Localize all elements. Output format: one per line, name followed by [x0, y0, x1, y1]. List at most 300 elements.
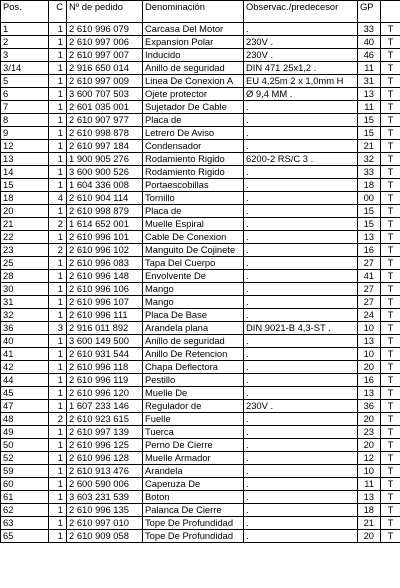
cell-gp: 27 — [358, 296, 381, 309]
cell-observ: . — [244, 361, 358, 374]
cell-denominacion: Anillo de seguridad — [143, 335, 244, 348]
cell-t: T — [381, 23, 400, 36]
table-row — [1, 452, 400, 465]
cell-t: T — [381, 62, 400, 75]
table-row — [1, 517, 400, 530]
cell-denominacion: Arandela plana — [143, 322, 244, 335]
cell-pos: 14 — [1, 166, 49, 179]
cell-t: T — [381, 231, 400, 244]
cell-observ: . — [244, 478, 358, 491]
cell-pedido: 2 610 997 139 — [67, 426, 143, 439]
cell-pos: 61 — [1, 491, 49, 504]
cell-pedido: 3 600 707 503 — [67, 88, 143, 101]
cell-observ: . — [244, 465, 358, 478]
cell-gp: 15 — [358, 205, 381, 218]
cell-pos: 30 — [1, 283, 49, 296]
cell-c: 1 — [49, 452, 67, 465]
table-row — [1, 413, 400, 426]
cell-pos: 31 — [1, 296, 49, 309]
cell-c: 1 — [49, 140, 67, 153]
cell-pedido: 2 610 997 007 — [67, 49, 143, 62]
cell-pos: 42 — [1, 361, 49, 374]
cell-denominacion: Carcasa Del Motor — [143, 23, 244, 36]
table-row — [1, 322, 400, 335]
table-row — [1, 439, 400, 452]
cell-pedido: 2 610 996 148 — [67, 270, 143, 283]
cell-pos: 6 — [1, 88, 49, 101]
cell-denominacion: Placa de — [143, 114, 244, 127]
cell-t: T — [381, 452, 400, 465]
cell-pedido: 2 610 913 476 — [67, 465, 143, 478]
cell-pos: 48 — [1, 413, 49, 426]
table-row — [1, 491, 400, 504]
cell-pedido: 3 600 900 526 — [67, 166, 143, 179]
header-c: C — [49, 1, 67, 23]
table-row — [1, 478, 400, 491]
cell-denominacion: Anillo de seguridad — [143, 62, 244, 75]
cell-t: T — [381, 478, 400, 491]
cell-t: T — [381, 491, 400, 504]
cell-denominacion: Pestillo — [143, 374, 244, 387]
cell-gp: 15 — [358, 114, 381, 127]
cell-c: 2 — [49, 244, 67, 257]
cell-gp: 12 — [358, 452, 381, 465]
header-row — [1, 1, 400, 23]
cell-denominacion: Regulador de — [143, 400, 244, 413]
cell-pos: 28 — [1, 270, 49, 283]
cell-pos: 2 — [1, 36, 49, 49]
cell-observ: . — [244, 413, 358, 426]
cell-pedido: 2 610 996 119 — [67, 374, 143, 387]
cell-pos: 25 — [1, 257, 49, 270]
cell-c: 3 — [49, 322, 67, 335]
cell-c: 1 — [49, 114, 67, 127]
cell-denominacion: Inducido — [143, 49, 244, 62]
cell-c: 1 — [49, 257, 67, 270]
cell-gp: 46 — [358, 49, 381, 62]
cell-denominacion: Boton — [143, 491, 244, 504]
cell-observ: 6200-2 RS/C 3 . — [244, 153, 358, 166]
cell-denominacion: Chapa Deflectora — [143, 361, 244, 374]
cell-pedido: 2 610 998 878 — [67, 127, 143, 140]
cell-gp: 20 — [358, 413, 381, 426]
cell-observ: . — [244, 283, 358, 296]
cell-gp: 11 — [358, 478, 381, 491]
table-row — [1, 335, 400, 348]
table-row — [1, 283, 400, 296]
header-gp: GP — [358, 1, 381, 23]
cell-denominacion: Muelle Espiral — [143, 218, 244, 231]
table-row — [1, 361, 400, 374]
cell-pos: 49 — [1, 426, 49, 439]
cell-gp: 10 — [358, 348, 381, 361]
cell-t: T — [381, 114, 400, 127]
cell-gp: 33 — [358, 23, 381, 36]
cell-c: 1 — [49, 335, 67, 348]
cell-observ: . — [244, 257, 358, 270]
table-row — [1, 179, 400, 192]
cell-c: 1 — [49, 374, 67, 387]
cell-gp: 33 — [358, 166, 381, 179]
cell-observ: 230V . — [244, 400, 358, 413]
cell-t: T — [381, 322, 400, 335]
cell-c: 1 — [49, 270, 67, 283]
cell-t: T — [381, 244, 400, 257]
cell-t: T — [381, 101, 400, 114]
cell-t: T — [381, 426, 400, 439]
cell-pedido: 2 610 909 058 — [67, 530, 143, 543]
table-row — [1, 296, 400, 309]
header-t — [381, 1, 400, 23]
cell-denominacion: Placa De Base — [143, 309, 244, 322]
cell-c: 1 — [49, 387, 67, 400]
table-row — [1, 36, 400, 49]
table-row — [1, 400, 400, 413]
cell-pedido: 2 916 011 892 — [67, 322, 143, 335]
cell-pos: 18 — [1, 192, 49, 205]
table-row — [1, 270, 400, 283]
cell-observ: . — [244, 452, 358, 465]
cell-t: T — [381, 361, 400, 374]
cell-pos: 12 — [1, 140, 49, 153]
cell-denominacion: Linea De Conexion A — [143, 75, 244, 88]
cell-pedido: 3 603 231 539 — [67, 491, 143, 504]
table-row — [1, 166, 400, 179]
cell-pedido: 2 610 996 101 — [67, 231, 143, 244]
table-row — [1, 387, 400, 400]
cell-pos: 41 — [1, 348, 49, 361]
cell-t: T — [381, 504, 400, 517]
table-row — [1, 153, 400, 166]
cell-gp: 23 — [358, 426, 381, 439]
cell-gp: 00 — [358, 192, 381, 205]
cell-pedido: 2 610 931 544 — [67, 348, 143, 361]
cell-observ: . — [244, 244, 358, 257]
cell-denominacion: Tope De Profundidad — [143, 530, 244, 543]
cell-denominacion: Tuerca — [143, 426, 244, 439]
cell-pos: 15 — [1, 179, 49, 192]
header-pedido: Nº de pedido — [67, 1, 143, 23]
cell-c: 1 — [49, 49, 67, 62]
cell-c: 1 — [49, 101, 67, 114]
cell-gp: 10 — [358, 322, 381, 335]
cell-gp: 36 — [358, 400, 381, 413]
cell-pos: 63 — [1, 517, 49, 530]
cell-c: 1 — [49, 88, 67, 101]
cell-pos: 1 — [1, 23, 49, 36]
cell-pos: 50 — [1, 439, 49, 452]
cell-t: T — [381, 49, 400, 62]
cell-observ: . — [244, 530, 358, 543]
cell-t: T — [381, 335, 400, 348]
cell-pedido: 2 610 923 615 — [67, 413, 143, 426]
cell-t: T — [381, 296, 400, 309]
table-row — [1, 504, 400, 517]
table-row — [1, 257, 400, 270]
cell-gp: 13 — [358, 88, 381, 101]
cell-denominacion: Anillo De Retencion — [143, 348, 244, 361]
cell-denominacion: Muelle De — [143, 387, 244, 400]
cell-t: T — [381, 179, 400, 192]
cell-observ: . — [244, 374, 358, 387]
cell-pos: 3/14 — [1, 62, 49, 75]
cell-observ: . — [244, 491, 358, 504]
cell-pedido: 2 610 997 009 — [67, 75, 143, 88]
cell-gp: 27 — [358, 283, 381, 296]
cell-observ: . — [244, 231, 358, 244]
cell-gp: 18 — [358, 504, 381, 517]
cell-denominacion: Condensador — [143, 140, 244, 153]
cell-t: T — [381, 530, 400, 543]
cell-pedido: 2 610 996 125 — [67, 439, 143, 452]
cell-pos: 5 — [1, 75, 49, 88]
cell-observ: 230V . — [244, 36, 358, 49]
cell-t: T — [381, 517, 400, 530]
cell-gp: 13 — [358, 387, 381, 400]
cell-observ: EU 4,25m 2 x 1,0mm H — [244, 75, 358, 88]
cell-pos: 52 — [1, 452, 49, 465]
cell-denominacion: Palanca De Cierre — [143, 504, 244, 517]
cell-pos: 36 — [1, 322, 49, 335]
cell-c: 1 — [49, 530, 67, 543]
cell-observ: . — [244, 335, 358, 348]
cell-gp: 20 — [358, 361, 381, 374]
cell-denominacion: Placa de — [143, 205, 244, 218]
cell-gp: 16 — [358, 244, 381, 257]
cell-pedido: 2 610 996 102 — [67, 244, 143, 257]
cell-pedido: 2 916 650 014 — [67, 62, 143, 75]
cell-t: T — [381, 309, 400, 322]
cell-t: T — [381, 75, 400, 88]
cell-observ: . — [244, 23, 358, 36]
cell-pedido: 2 610 996 107 — [67, 296, 143, 309]
cell-observ: . — [244, 101, 358, 114]
cell-pedido: 2 610 997 006 — [67, 36, 143, 49]
cell-t: T — [381, 400, 400, 413]
cell-t: T — [381, 166, 400, 179]
cell-t: T — [381, 127, 400, 140]
cell-denominacion: Envolvente De — [143, 270, 244, 283]
cell-c: 2 — [49, 218, 67, 231]
cell-denominacion: Letrero De Aviso — [143, 127, 244, 140]
cell-gp: 32 — [358, 153, 381, 166]
cell-pos: 40 — [1, 335, 49, 348]
cell-gp: 20 — [358, 439, 381, 452]
header-pos: Pos. — [1, 1, 49, 23]
cell-t: T — [381, 439, 400, 452]
cell-t: T — [381, 192, 400, 205]
cell-observ: . — [244, 205, 358, 218]
cell-t: T — [381, 283, 400, 296]
cell-denominacion: Mango — [143, 296, 244, 309]
cell-observ: Ø 9,4 MM . — [244, 88, 358, 101]
cell-pos: 3 — [1, 49, 49, 62]
cell-observ: DIN 471 25x1,2 . — [244, 62, 358, 75]
cell-pos: 21 — [1, 218, 49, 231]
cell-gp: 18 — [358, 179, 381, 192]
cell-c: 1 — [49, 400, 67, 413]
cell-observ: . — [244, 517, 358, 530]
table-row — [1, 101, 400, 114]
cell-gp: 10 — [358, 465, 381, 478]
cell-c: 1 — [49, 36, 67, 49]
table-row — [1, 218, 400, 231]
cell-c: 1 — [49, 127, 67, 140]
header-denominacion: Denominación — [143, 1, 244, 23]
cell-observ: . — [244, 348, 358, 361]
cell-pedido: 2 610 996 079 — [67, 23, 143, 36]
cell-c: 1 — [49, 465, 67, 478]
cell-pos: 47 — [1, 400, 49, 413]
cell-c: 1 — [49, 166, 67, 179]
cell-c: 1 — [49, 478, 67, 491]
cell-pedido: 2 600 590 006 — [67, 478, 143, 491]
cell-pedido: 2 610 997 184 — [67, 140, 143, 153]
cell-denominacion: Ojete protector — [143, 88, 244, 101]
cell-gp: 31 — [358, 75, 381, 88]
cell-denominacion: Manguito De Cojinete — [143, 244, 244, 257]
cell-pos: 60 — [1, 478, 49, 491]
cell-gp: 24 — [358, 309, 381, 322]
cell-c: 1 — [49, 62, 67, 75]
table-row — [1, 114, 400, 127]
cell-c: 1 — [49, 296, 67, 309]
cell-c: 1 — [49, 439, 67, 452]
cell-t: T — [381, 153, 400, 166]
cell-observ: 230V . — [244, 49, 358, 62]
cell-t: T — [381, 270, 400, 283]
cell-pedido: 2 610 904 114 — [67, 192, 143, 205]
cell-gp: 13 — [358, 491, 381, 504]
cell-pos: 23 — [1, 244, 49, 257]
cell-t: T — [381, 387, 400, 400]
cell-gp: 27 — [358, 257, 381, 270]
cell-denominacion: Sujetador De Cable — [143, 101, 244, 114]
table-row — [1, 205, 400, 218]
cell-pos: 45 — [1, 387, 49, 400]
cell-gp: 11 — [358, 101, 381, 114]
cell-denominacion: Caperuza De — [143, 478, 244, 491]
cell-observ: . — [244, 296, 358, 309]
cell-pedido: 2 610 996 118 — [67, 361, 143, 374]
cell-c: 4 — [49, 192, 67, 205]
cell-c: 2 — [49, 413, 67, 426]
cell-observ: . — [244, 218, 358, 231]
cell-c: 1 — [49, 309, 67, 322]
cell-pos: 20 — [1, 205, 49, 218]
cell-c: 1 — [49, 205, 67, 218]
table-row — [1, 348, 400, 361]
cell-gp: 16 — [358, 374, 381, 387]
cell-pedido: 2 610 996 128 — [67, 452, 143, 465]
cell-pos: 44 — [1, 374, 49, 387]
cell-gp: 13 — [358, 335, 381, 348]
cell-pedido: 2 610 998 879 — [67, 205, 143, 218]
cell-pedido: 2 610 996 111 — [67, 309, 143, 322]
cell-pedido: 1 614 652 001 — [67, 218, 143, 231]
cell-t: T — [381, 348, 400, 361]
cell-pedido: 1 900 905 276 — [67, 153, 143, 166]
cell-denominacion: Perno De Cierre — [143, 439, 244, 452]
table-row — [1, 231, 400, 244]
cell-observ: . — [244, 387, 358, 400]
cell-observ: DIN 9021-B 4,3-ST . — [244, 322, 358, 335]
cell-pedido: 1 604 336 008 — [67, 179, 143, 192]
cell-pedido: 2 610 996 120 — [67, 387, 143, 400]
cell-c: 1 — [49, 361, 67, 374]
cell-t: T — [381, 413, 400, 426]
cell-c: 1 — [49, 491, 67, 504]
cell-c: 1 — [49, 75, 67, 88]
cell-observ: . — [244, 504, 358, 517]
cell-pos: 9 — [1, 127, 49, 140]
table-row — [1, 23, 400, 36]
cell-pos: 59 — [1, 465, 49, 478]
table-row — [1, 75, 400, 88]
cell-denominacion: Fuelle — [143, 413, 244, 426]
table-row — [1, 530, 400, 543]
cell-pedido: 2 610 996 106 — [67, 283, 143, 296]
cell-gp: 13 — [358, 231, 381, 244]
cell-t: T — [381, 205, 400, 218]
cell-gp: 21 — [358, 140, 381, 153]
header-observ: Observac./predecesor — [244, 1, 358, 23]
cell-denominacion: Arandela — [143, 465, 244, 478]
cell-gp: 20 — [358, 530, 381, 543]
cell-pos: 13 — [1, 153, 49, 166]
table-row — [1, 140, 400, 153]
cell-t: T — [381, 374, 400, 387]
cell-c: 1 — [49, 517, 67, 530]
cell-denominacion: Tope De Profundidad — [143, 517, 244, 530]
cell-gp: 21 — [358, 517, 381, 530]
table-row — [1, 88, 400, 101]
cell-t: T — [381, 88, 400, 101]
cell-c: 1 — [49, 283, 67, 296]
cell-observ: . — [244, 179, 358, 192]
table-row — [1, 309, 400, 322]
cell-pedido: 2 610 997 010 — [67, 517, 143, 530]
cell-c: 1 — [49, 504, 67, 517]
cell-pos: 62 — [1, 504, 49, 517]
cell-gp: 40 — [358, 36, 381, 49]
cell-pedido: 2 601 035 001 — [67, 101, 143, 114]
cell-gp: 41 — [358, 270, 381, 283]
cell-pedido: 2 610 907 977 — [67, 114, 143, 127]
cell-observ: . — [244, 192, 358, 205]
table-row — [1, 426, 400, 439]
cell-t: T — [381, 257, 400, 270]
cell-observ: . — [244, 309, 358, 322]
cell-c: 1 — [49, 231, 67, 244]
cell-c: 1 — [49, 23, 67, 36]
cell-observ: . — [244, 166, 358, 179]
cell-gp: 15 — [358, 127, 381, 140]
cell-c: 1 — [49, 179, 67, 192]
cell-t: T — [381, 36, 400, 49]
cell-observ: . — [244, 127, 358, 140]
cell-c: 1 — [49, 153, 67, 166]
cell-pos: 22 — [1, 231, 49, 244]
table-row — [1, 465, 400, 478]
cell-t: T — [381, 218, 400, 231]
cell-observ: . — [244, 270, 358, 283]
cell-observ: . — [244, 426, 358, 439]
cell-t: T — [381, 140, 400, 153]
cell-gp: 11 — [358, 62, 381, 75]
cell-denominacion: Expansion Polar — [143, 36, 244, 49]
cell-t: T — [381, 465, 400, 478]
